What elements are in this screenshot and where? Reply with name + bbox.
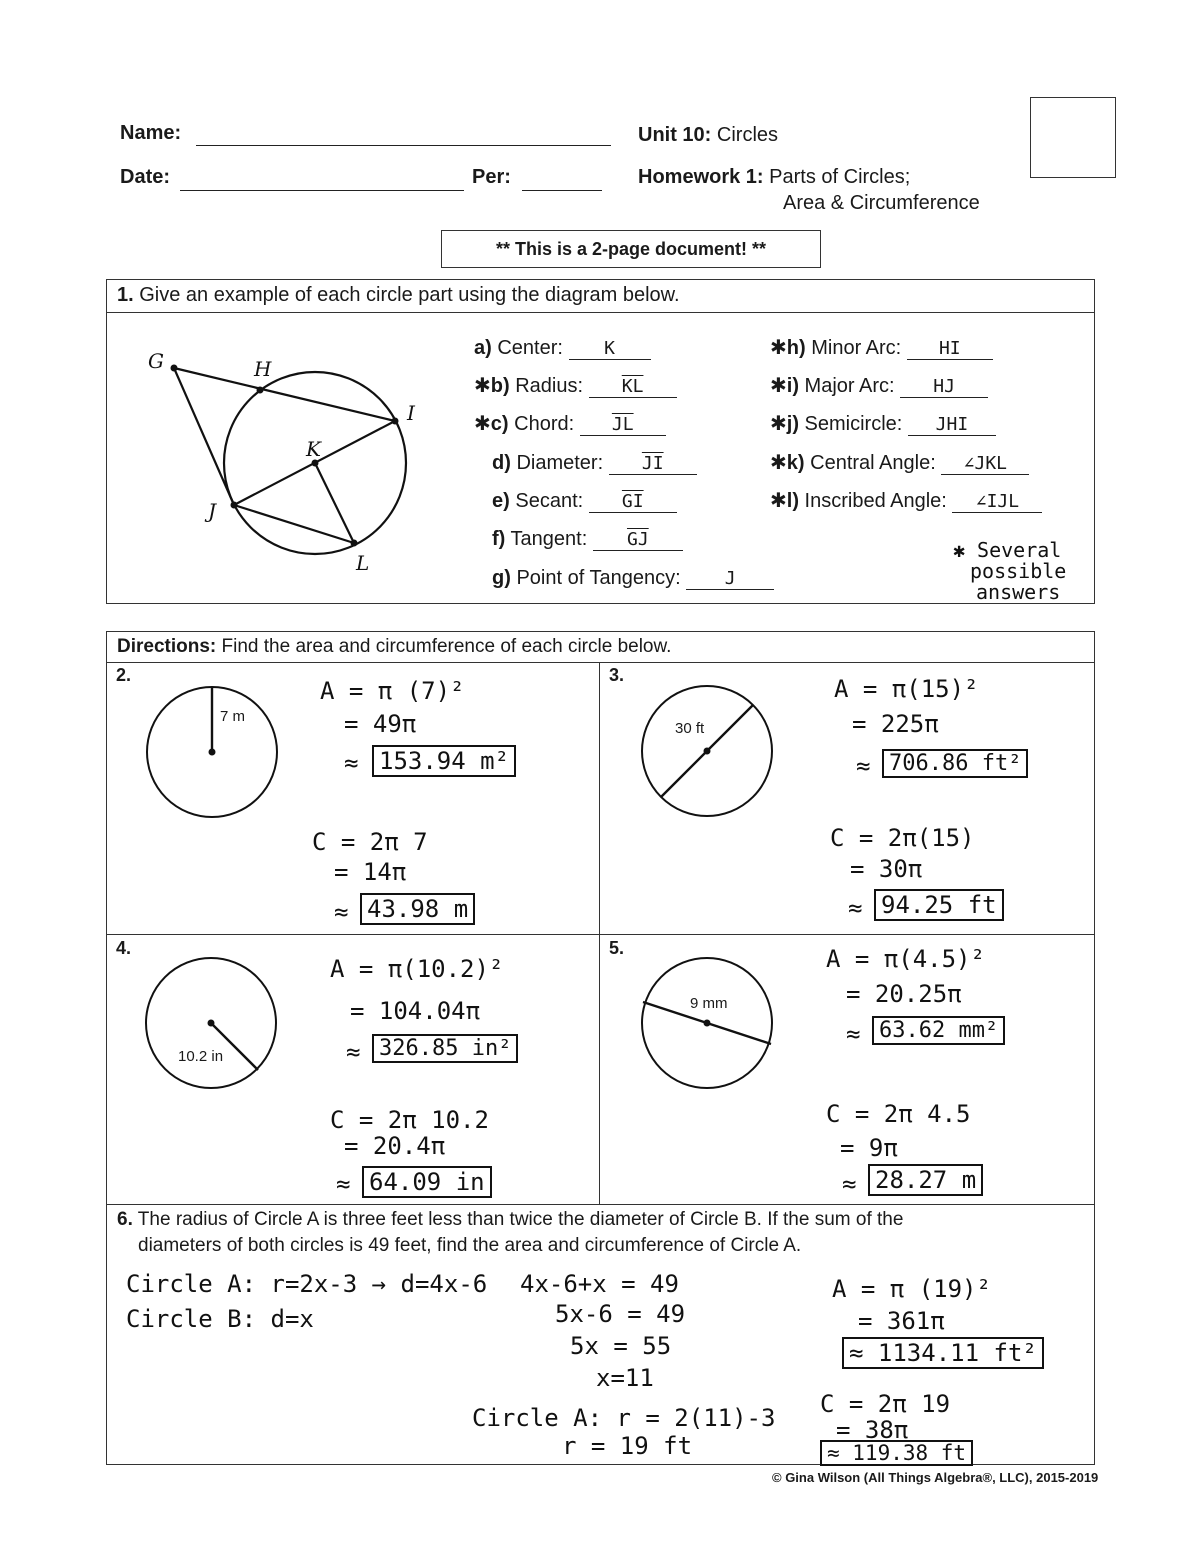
problem-3-circ-answer: 94.25 ft (874, 889, 1004, 921)
question-6-number: 6. (117, 1209, 133, 1230)
grid-bottom-line (107, 1204, 1094, 1205)
answer-central-angle[interactable]: ∠JKL (941, 453, 1029, 475)
part-j: ✱j) Semicircle: JHI (770, 411, 996, 436)
answer-secant[interactable]: $\overline{GI}$ (589, 491, 677, 513)
q6-circ-formula: C = 2π 19 (820, 1390, 951, 1418)
homework-title-line1: Parts of Circles; (769, 166, 911, 188)
problem-3-approx: ≈ (856, 752, 871, 780)
name-label: Name: (120, 122, 182, 144)
problem-4-circ-answer: 64.09 in (362, 1166, 492, 1198)
q6-radius-a: Circle A: r = 2(11)-3 (472, 1404, 776, 1432)
problem-2-circ-step: = 14π (334, 858, 407, 886)
part-l: ✱l) Inscribed Angle: ∠IJL (770, 488, 1042, 513)
problem-5-approx: ≈ (846, 1020, 861, 1048)
point-g (171, 365, 178, 372)
q6-area-formula: A = π (19)² (832, 1275, 991, 1303)
problem-5-diameter-label: 9 mm (690, 995, 728, 1012)
problem-4-circ-step: = 20.4π (344, 1132, 446, 1160)
answer-diameter[interactable]: $\overline{JI}$ (609, 453, 697, 475)
question-6-line2: diameters of both circles is 49 feet, find the area and circumference of Circle A. (138, 1235, 802, 1256)
q6-area-answer: ≈ 1134.11 ft² (842, 1337, 1044, 1369)
label-l: L (356, 551, 370, 575)
part-b: ✱b) Radius: $\overline{KL}$ (474, 373, 677, 398)
q6-area-step: = 361π (858, 1307, 945, 1335)
problem-5-circ-approx: ≈ (842, 1170, 857, 1198)
question-1-text: Give an example of each circle part using the diagram below. (139, 284, 680, 306)
radius-kl (315, 463, 354, 543)
problem-4-area-step: = 104.04π (350, 997, 481, 1025)
point-i (392, 418, 399, 425)
problem-3-diameter-label: 30 ft (675, 720, 705, 737)
answer-semicircle[interactable]: JHI (908, 414, 996, 436)
problem-5-circ-formula: C = 2π 4.5 (826, 1100, 971, 1128)
tangent-gj (174, 368, 234, 505)
label-j: J (208, 499, 217, 523)
question-6-line1: 6. The radius of Circle A is three feet less than twice the diameter of Circle B. If the sum of the (117, 1209, 904, 1230)
directions-text: Find the area and circumference of each circle below. (221, 636, 672, 657)
part-k: ✱k) Central Angle: ∠JKL (770, 450, 1029, 475)
problem-3-area-answer: 706.86 ft² (882, 749, 1028, 778)
problem-4-area-formula: A = π(10.2)² (330, 955, 504, 983)
per-label: Per: (472, 166, 511, 188)
answer-minor-arc[interactable]: HI (907, 338, 993, 360)
q6-equation-4: x=11 (596, 1364, 654, 1392)
label-k: K (306, 437, 321, 461)
part-i: ✱i) Major Arc: HJ (770, 373, 988, 398)
answer-chord[interactable]: $\overline{JL}$ (580, 414, 666, 436)
q6-equation-3: 5x = 55 (570, 1332, 672, 1360)
unit-label: Unit 10: (638, 124, 712, 146)
problem-4-area-answer: 326.85 in² (372, 1034, 518, 1063)
problem-2-circ-answer: 43.98 m (360, 893, 475, 925)
problem-5-circle (636, 952, 786, 1102)
question-1-divider (107, 312, 1094, 313)
chord-jl (234, 505, 354, 543)
label-g: G (148, 349, 164, 373)
question-1-prompt (117, 284, 680, 307)
answer-center[interactable]: K (569, 338, 651, 360)
homework-heading (638, 166, 910, 189)
problem-5-circ-answer: 28.27 m (868, 1164, 983, 1196)
problem-5-area-answer: 63.62 mm² (872, 1016, 1005, 1045)
point-j (231, 502, 238, 509)
problem-4-circle (140, 952, 290, 1102)
per-field[interactable] (522, 190, 602, 191)
label-i: I (407, 401, 415, 425)
answer-radius[interactable]: $\overline{KL}$ (589, 376, 677, 398)
q6-circ-step: = 38π (836, 1416, 909, 1444)
part-f: f) Tangent: $\overline{GJ}$ (492, 526, 683, 551)
q6-work-circle-b: Circle B: d=x (126, 1305, 314, 1333)
score-box (1030, 97, 1116, 178)
problem-2-radius-label: 7 m (220, 708, 246, 725)
q6-work-circle-a: Circle A: r=2x-3 → d=4x-6 (126, 1270, 488, 1298)
part-e: e) Secant: $\overline{GI}$ (492, 488, 677, 513)
problem-4-approx: ≈ (346, 1038, 361, 1066)
problem-4-circ-approx: ≈ (336, 1170, 351, 1198)
name-field[interactable] (196, 145, 611, 146)
answer-tangent[interactable]: $\overline{GJ}$ (593, 529, 683, 551)
problem-2-area-formula: A = π (7)² (320, 677, 465, 705)
problem-5-area-step: = 20.25π (846, 980, 962, 1008)
directions (117, 636, 671, 658)
answer-point-of-tangency[interactable]: J (686, 568, 774, 590)
point-h (257, 387, 264, 394)
date-field[interactable] (180, 190, 464, 191)
q6-circ-answer: ≈ 119.38 ft (820, 1440, 973, 1466)
part-c: ✱c) Chord: $\overline{JL}$ (474, 411, 666, 436)
problem-2-circle (140, 680, 290, 830)
secant-gi (174, 368, 395, 421)
problem-4-number: 4. (116, 938, 132, 958)
problem-2-area-step: = 49π (344, 710, 417, 738)
problem-2-number: 2. (116, 665, 132, 685)
problem-3-area-formula: A = π(15)² (834, 675, 979, 703)
answer-major-arc[interactable]: HJ (900, 376, 988, 398)
date-label: Date: (120, 166, 171, 188)
part-h: ✱h) Minor Arc: HI (770, 335, 993, 360)
answer-inscribed-angle[interactable]: ∠IJL (952, 491, 1042, 513)
problem-3-circ-formula: C = 2π(15) (830, 824, 975, 852)
problem-3-area-step: = 225π (852, 710, 939, 738)
grid-middle-line (107, 934, 1094, 935)
problem-4-circ-formula: C = 2π 10.2 (330, 1106, 489, 1134)
problem-2-area-answer: 153.94 m² (372, 745, 516, 777)
several-answers-note: ✱ Several possible answers (952, 538, 1067, 604)
q6-equation-2: 5x-6 = 49 (555, 1300, 686, 1328)
problem-2-circ-approx: ≈ (334, 898, 349, 926)
grid-center-line (599, 662, 600, 1204)
label-h: H (254, 357, 272, 381)
grid-top-line (107, 662, 1094, 663)
notice-text: ** This is a 2-page document! ** (495, 239, 767, 259)
unit-heading (638, 124, 778, 147)
problem-4-radius-label: 10.2 in (178, 1048, 224, 1065)
problem-5-area-formula: A = π(4.5)² (826, 945, 985, 973)
problem-3-circ-approx: ≈ (848, 894, 863, 922)
problem-2-approx: ≈ (344, 749, 359, 777)
copyright: © Gina Wilson (All Things Algebra®, LLC), 2015-2019 (772, 1470, 1099, 1485)
notice-box (441, 230, 821, 268)
homework-label: Homework 1: (638, 166, 764, 188)
part-d: d) Diameter: $\overline{JI}$ (492, 450, 697, 475)
problem-3-number: 3. (609, 665, 625, 685)
homework-title-line2: Area & Circumference (783, 192, 980, 214)
problem-3-circ-step: = 30π (850, 855, 923, 883)
q6-radius-a-result: r = 19 ft (562, 1432, 693, 1460)
circle-parts-diagram (120, 330, 440, 590)
point-l (351, 540, 358, 547)
directions-label: Directions: (117, 636, 217, 657)
question-1-number: 1. (117, 284, 134, 306)
problem-5-circ-step: = 9π (840, 1134, 898, 1162)
problem-3-circle (636, 680, 786, 830)
problem-2-circ-formula: C = 2π 7 (312, 828, 428, 856)
part-a: a) Center: K (474, 335, 651, 360)
problem-5-number: 5. (609, 938, 625, 958)
q6-equation-1: 4x-6+x = 49 (520, 1270, 679, 1298)
unit-title: Circles (716, 124, 779, 146)
part-g: g) Point of Tangency: J (492, 565, 774, 590)
